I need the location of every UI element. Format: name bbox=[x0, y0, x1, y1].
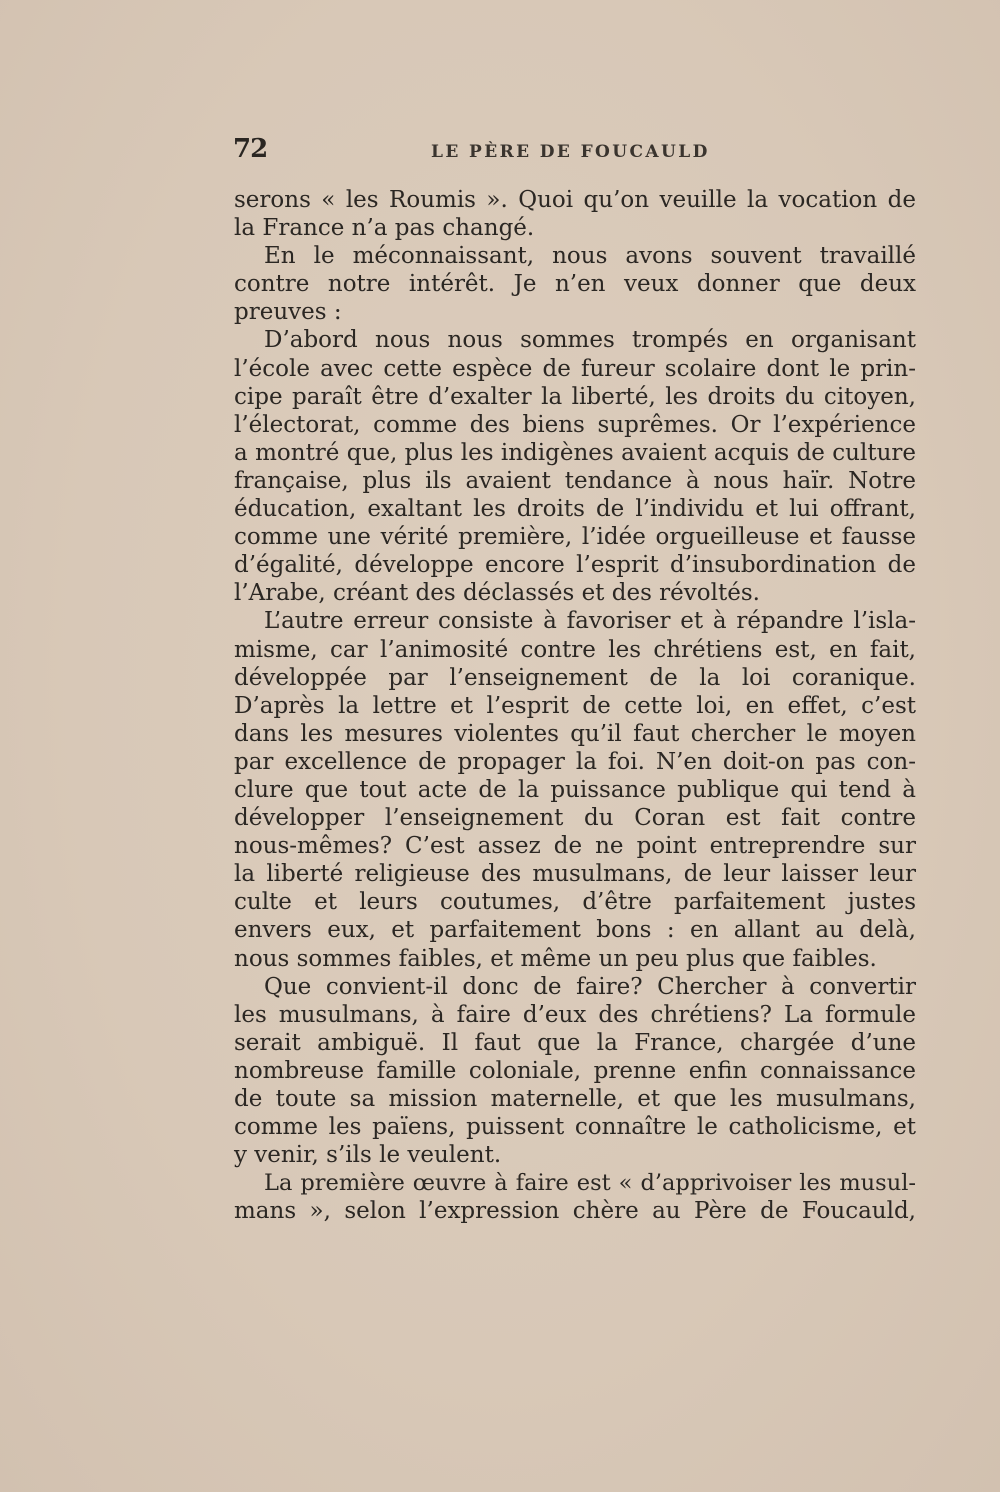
text-line: nous-mêmes? C’est assez de ne point entreprendre sur bbox=[234, 833, 916, 860]
text-line: preuves : bbox=[234, 299, 342, 326]
text-line: développer l’enseignement du Coran est fait contre bbox=[234, 805, 916, 832]
text-line: En le méconnaissant, nous avons souvent travaillé bbox=[264, 243, 916, 270]
text-line: la liberté religieuse des musulmans, de leur laisser leur bbox=[234, 861, 916, 888]
page-number: 72 bbox=[233, 134, 268, 164]
text-line: comme les païens, puissent connaître le catholicisme, et bbox=[234, 1114, 916, 1141]
text-line: clure que tout acte de la puissance publique qui tend à bbox=[234, 776, 916, 803]
text-line: dans les mesures violentes qu’il faut chercher le moyen bbox=[234, 720, 916, 747]
text-line: éducation, exaltant les droits de l’individu et lui offrant, bbox=[234, 496, 916, 523]
text-line: l’Arabe, créant des déclassés et des révoltés. bbox=[234, 580, 760, 607]
text-line: y venir, s’ils le veulent. bbox=[234, 1142, 502, 1169]
text-line: L’autre erreur consiste à favoriser et à répandre l’isla- bbox=[264, 608, 916, 635]
text-line: d’égalité, développe encore l’esprit d’insubordination de bbox=[234, 552, 916, 579]
text-line: cipe paraît être d’exalter la liberté, les droits du citoyen, bbox=[234, 383, 916, 410]
body-text bbox=[234, 186, 916, 1225]
text-line: nombreuse famille coloniale, prenne enfin connaissance bbox=[234, 1057, 916, 1084]
text-line: misme, car l’animosité contre les chrétiens est, en fait, bbox=[234, 636, 916, 663]
text-line: Que convient-il donc de faire? Chercher à convertir bbox=[264, 973, 916, 1000]
text-line: de toute sa mission maternelle, et que les musulmans, bbox=[234, 1086, 916, 1112]
running-head: LE PÈRE DE FOUCAULD bbox=[431, 142, 710, 162]
text-line: les musulmans, à faire d’eux des chrétiens? La formule bbox=[234, 1001, 916, 1028]
text-line: mans », selon l’expression chère au Père de Foucauld, bbox=[234, 1198, 916, 1225]
text-line: serons « les Roumis ». Quoi qu’on veuille la vocation de bbox=[234, 187, 916, 213]
text-line: nous sommes faibles, et même un peu plus que faibles. bbox=[234, 945, 877, 972]
text-line: a montré que, plus les indigènes avaient acquis de culture bbox=[234, 439, 916, 466]
text-line: comme une vérité première, l’idée orgueilleuse et fausse bbox=[234, 524, 916, 551]
text-line: française, plus ils avaient tendance à nous haïr. Notre bbox=[234, 467, 916, 494]
text-line: La première œuvre à faire est « d’apprivoiser les musul- bbox=[264, 1170, 916, 1197]
text-line: serait ambiguë. Il faut que la France, chargée d’une bbox=[234, 1029, 916, 1056]
text-line: la France n’a pas changé. bbox=[234, 215, 535, 242]
text-line: l’électorat, comme des biens suprêmes. Or l’expérience bbox=[234, 411, 916, 438]
text-line: culte et leurs coutumes, d’être parfaitement justes bbox=[234, 889, 916, 916]
text-line: contre notre intérêt. Je n’en veux donner que deux bbox=[234, 271, 916, 298]
text-line: développée par l’enseignement de la loi coranique. bbox=[234, 664, 916, 691]
text-line: par excellence de propager la foi. N’en doit-on pas con- bbox=[234, 748, 916, 775]
text-line: envers eux, et parfaitement bons : en allant au delà, bbox=[234, 917, 916, 944]
text-line: D’après la lettre et l’esprit de cette loi, en effet, c’est bbox=[234, 692, 916, 719]
text-line: D’abord nous nous sommes trompés en organisant bbox=[264, 327, 916, 354]
text-line: l’école avec cette espèce de fureur scolaire dont le prin- bbox=[234, 355, 916, 382]
page-header bbox=[233, 134, 917, 170]
